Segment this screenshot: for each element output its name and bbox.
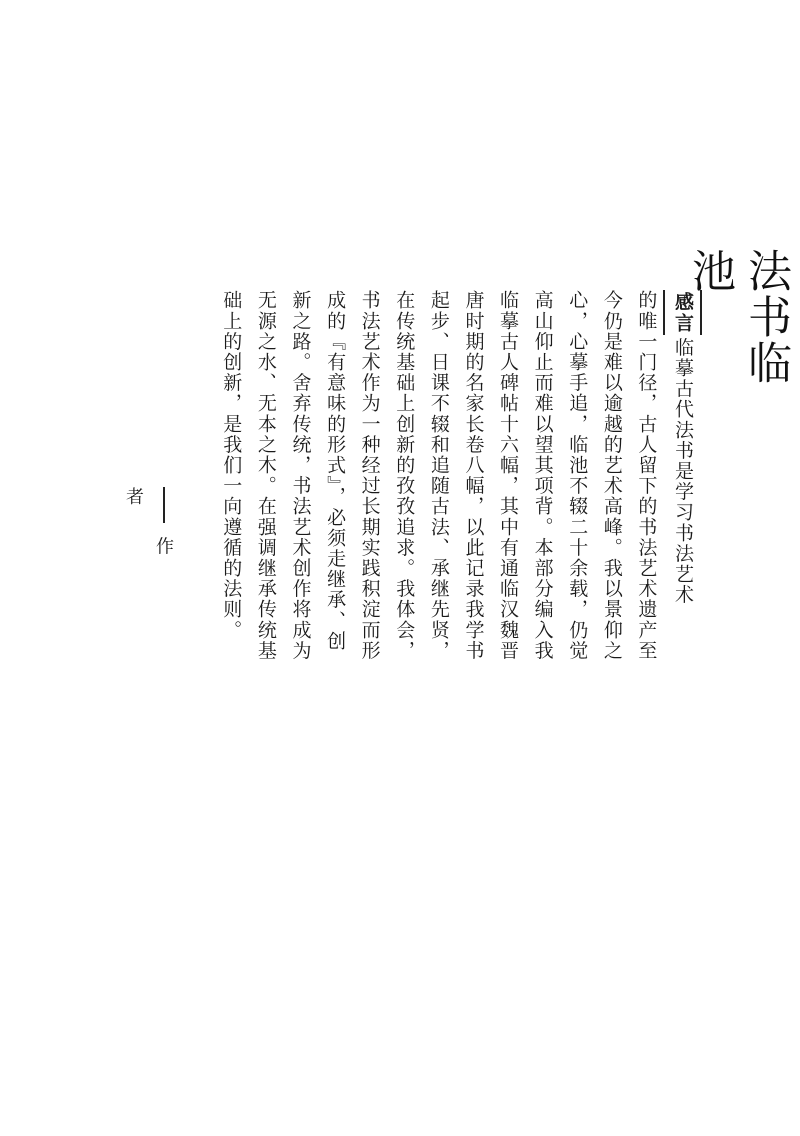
preface-column-4: 心，心摹手追，临池不辍二十余载，仍觉 — [566, 290, 589, 661]
preface-column-3: 今仍是难以逾越的艺术高峰。我以景仰之 — [600, 290, 623, 661]
preface-column-6: 临摹古人碑帖十六幅，其中有通临汉魏晋 — [497, 290, 520, 661]
preface-column-9: 在传统基础上创新的孜孜追求。我体会， — [393, 290, 416, 661]
page-title: 法书临池 — [684, 248, 791, 386]
preface-column-14: 础上的创新，是我们一向遵循的法则。 — [220, 290, 243, 641]
preface-column-8: 起步、日课不辍和追随古法、承继先贤， — [427, 290, 450, 661]
preface-column-10: 书法艺术作为一种经过长期实践积淀而形 — [358, 290, 381, 661]
signature-dash-mark — [163, 487, 165, 523]
preface-column-12: 新之路。舍弃传统，书法艺术创作将成为 — [289, 290, 312, 661]
preface-column-5: 高山仰止而难以望其项背。本部分编入我 — [531, 290, 554, 661]
preface-column-1: 感言临摹古代法书是学习书法艺术 — [663, 290, 702, 630]
preface-text — [217, 290, 702, 661]
signature — [123, 487, 178, 567]
preface-column-13: 无源之水、无本之木。在强调继承传统基 — [254, 290, 277, 661]
preface-column-7: 唐时期的名家长卷八幅，以此记录我学书 — [462, 290, 485, 661]
preface-column-2: 的唯一门径，古人留下的书法艺术遗产至 — [635, 290, 658, 661]
preface-tag: 感言 — [663, 290, 702, 335]
preface-column-11: 成的『有意味的形式』，必须走继承、创 — [324, 290, 347, 652]
signature-author: 作者 — [123, 487, 174, 557]
